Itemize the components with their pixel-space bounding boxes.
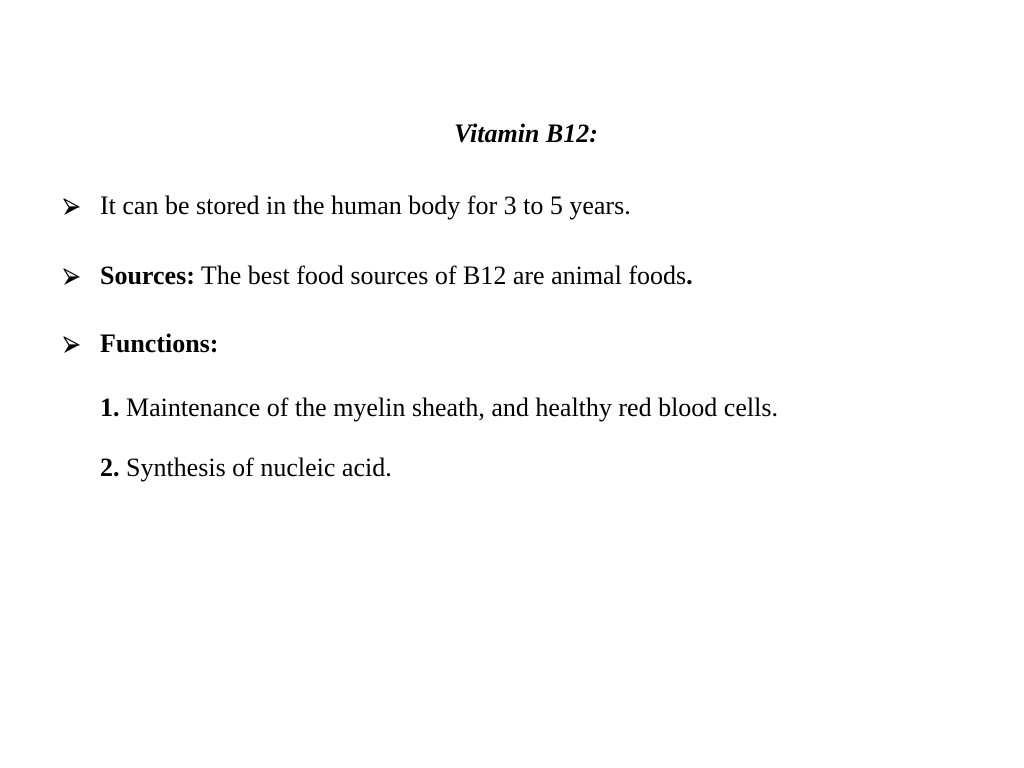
bullet-sources — [62, 256, 693, 296]
bullet-label: Sources: — [100, 261, 195, 290]
function-item — [100, 448, 392, 488]
bullet-label: Functions: — [100, 329, 219, 358]
bullet-functions — [62, 324, 219, 364]
function-number: 1. — [100, 393, 120, 422]
function-text: Maintenance of the myelin sheath, and healthy red blood cells. — [119, 393, 778, 422]
function-number: 2. — [100, 453, 120, 482]
arrow-bullet-icon — [62, 256, 82, 296]
slide-title: Vitamin B12: — [454, 119, 598, 148]
arrow-bullet-icon — [62, 324, 82, 364]
bullet-trailing: . — [686, 261, 693, 290]
bullet-text: It can be stored in the human body for 3 to 5 years. — [100, 191, 631, 220]
bullet-text: The best food sources of B12 are animal foods — [194, 261, 687, 290]
function-text: Synthesis of nucleic acid. — [119, 453, 392, 482]
function-item — [100, 388, 778, 428]
bullet-storage — [62, 186, 631, 226]
bullet-content — [100, 256, 693, 296]
arrow-bullet-icon — [62, 186, 82, 226]
